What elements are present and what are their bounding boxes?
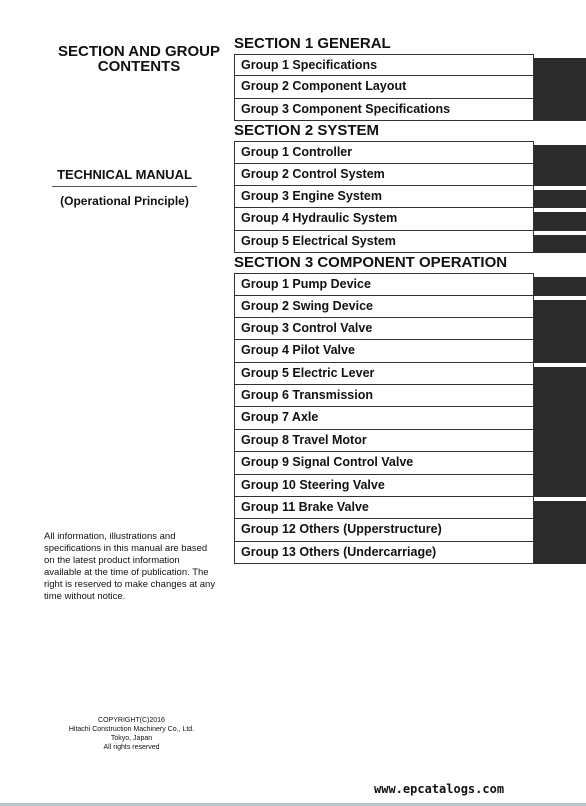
group-link[interactable]: Group 9 Signal Control Valve [234,452,534,474]
section-tab [534,54,586,76]
group-row [234,296,586,318]
section-title: SECTION 2 SYSTEM [234,122,380,140]
group-link[interactable]: Group 10 Steering Valve [234,475,534,497]
group-row [234,76,586,98]
group-row [234,208,586,230]
copyright-block [44,716,219,752]
section-tab [534,186,586,208]
group-link[interactable]: Group 4 Pilot Valve [234,340,534,362]
section-tab [534,519,586,541]
section-tab [534,318,586,340]
group-link[interactable]: Group 1 Pump Device [234,273,534,295]
copyright-line: All rights reserved [103,744,160,751]
section-tab [534,76,586,98]
manual-title: TECHNICAL MANUAL [57,167,192,182]
group-row [234,452,586,474]
section-tab [534,407,586,429]
contents-title-line2: CONTENTS [97,58,181,75]
section-title: SECTION 1 GENERAL [234,35,391,52]
group-row [234,385,586,407]
group-row [234,141,586,163]
group-link[interactable]: Group 3 Component Specifications [234,99,534,121]
group-link[interactable]: Group 2 Component Layout [234,76,534,98]
section-tab [534,452,586,474]
group-link[interactable]: Group 2 Swing Device [234,296,534,318]
section-tab [534,231,586,253]
section-tab [534,296,586,318]
section-title: SECTION 3 COMPONENT OPERATION [234,254,508,272]
group-link[interactable]: Group 12 Others (Upperstructure) [234,519,534,541]
copyright-line: Tokyo, Japan [110,735,153,742]
section-tab [534,99,586,121]
section-tab [534,497,586,519]
section-tab [534,542,586,564]
group-row [234,430,586,452]
group-row [234,318,586,340]
manual-divider [52,186,197,187]
contents-table [234,34,586,564]
section-tab [534,164,586,186]
group-row [234,363,586,385]
group-row [234,497,586,519]
section-tab [534,475,586,497]
group-link[interactable]: Group 1 Specifications [234,54,534,76]
group-row [234,54,586,76]
group-link[interactable]: Group 3 Control Valve [234,318,534,340]
group-row [234,542,586,564]
group-link[interactable]: Group 6 Transmission [234,385,534,407]
group-row [234,475,586,497]
section-tab [534,141,586,163]
group-link[interactable]: Group 7 Axle [234,407,534,429]
group-row [234,99,586,121]
section-tab [534,430,586,452]
contents-title-line1: SECTION AND GROUP [58,43,220,60]
group-link[interactable]: Group 13 Others (Undercarriage) [234,542,534,564]
section-tab [534,363,586,385]
group-row [234,231,586,253]
copyright-line: COPYRIGHT(C)2016 [98,717,165,724]
group-row [234,186,586,208]
group-link[interactable]: Group 1 Controller [234,141,534,163]
group-row [234,519,586,541]
copyright-line: Hitachi Construction Machinery Co., Ltd. [68,726,195,733]
group-link[interactable]: Group 3 Engine System [234,186,534,208]
group-link[interactable]: Group 2 Control System [234,164,534,186]
group-row [234,340,586,362]
group-row [234,407,586,429]
notice-text: All information, illustrations and specifications in this manual are based on the latest product information available at the time of publication. The right is reserved to make changes at any time without notice. [44,531,216,602]
group-row [234,273,586,295]
section-tab [534,385,586,407]
section-tab [534,273,586,295]
group-link[interactable]: Group 11 Brake Valve [234,497,534,519]
contents-title [44,44,234,74]
manual-subtitle: (Operational Principle) [60,194,189,208]
group-row [234,164,586,186]
footer-url[interactable]: www.epcatalogs.com [374,782,505,796]
group-link[interactable]: Group 5 Electrical System [234,231,534,253]
group-link[interactable]: Group 8 Travel Motor [234,430,534,452]
group-link[interactable]: Group 5 Electric Lever [234,363,534,385]
section-tab [534,340,586,362]
group-link[interactable]: Group 4 Hydraulic System [234,208,534,230]
section-tab [534,208,586,230]
